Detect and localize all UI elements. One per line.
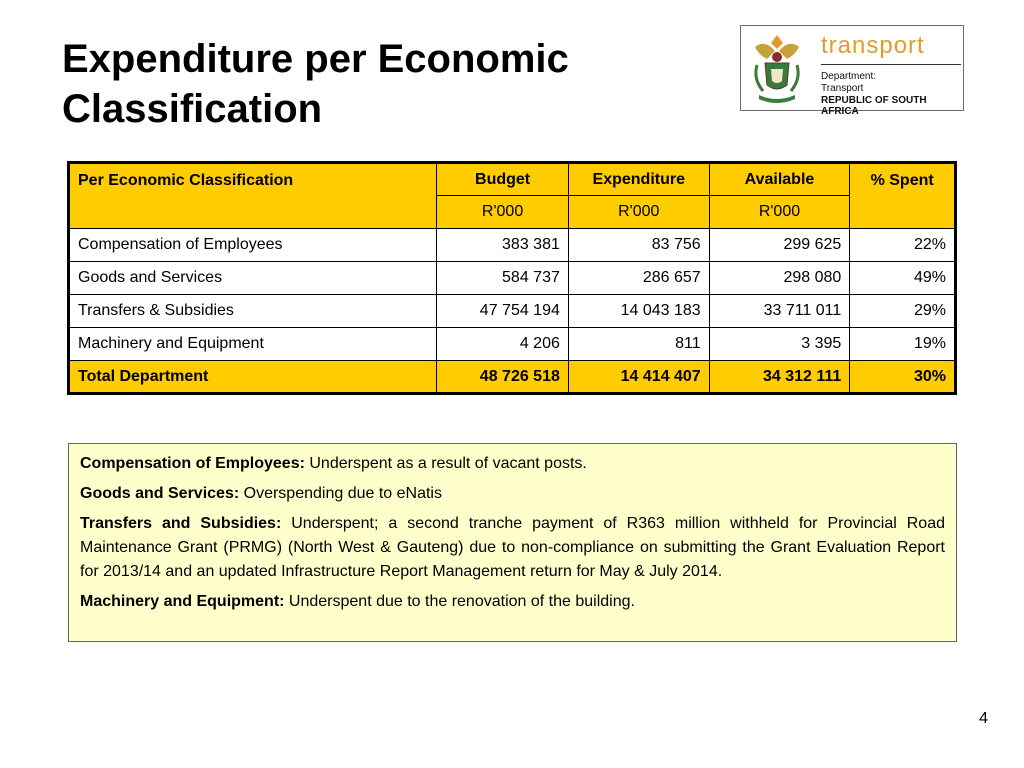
row-available: 298 080 [709, 262, 850, 295]
unit-expenditure: R'000 [568, 196, 709, 229]
logo-divider [821, 64, 961, 65]
header-percent-spent: % Spent [850, 163, 956, 229]
row-label: Goods and Services [69, 262, 437, 295]
row-expenditure: 14 043 183 [568, 295, 709, 328]
row-available: 299 625 [709, 229, 850, 262]
coat-of-arms-icon [745, 29, 809, 107]
header-expenditure: Expenditure [568, 163, 709, 196]
row-label: Compensation of Employees [69, 229, 437, 262]
header-classification: Per Economic Classification [69, 163, 437, 229]
row-expenditure: 83 756 [568, 229, 709, 262]
row-percent-spent: 29% [850, 295, 956, 328]
total-available: 34 312 111 [709, 361, 850, 394]
note-heading: Goods and Services: [80, 485, 240, 502]
row-label: Machinery and Equipment [69, 328, 437, 361]
note-heading: Transfers and Subsidies: [80, 515, 282, 532]
header-budget: Budget [437, 163, 569, 196]
row-budget: 383 381 [437, 229, 569, 262]
note-text: Underspent due to the renovation of the building. [288, 593, 635, 610]
logo-country: REPUBLIC OF SOUTH AFRICA [821, 95, 927, 117]
note-text: Overspending due to eNatis [243, 485, 442, 502]
table-row [69, 295, 956, 328]
note-paragraph [80, 512, 945, 584]
logo-department-label: Department: [821, 71, 877, 82]
notes-box [68, 443, 957, 642]
total-expenditure: 14 414 407 [568, 361, 709, 394]
header-available: Available [709, 163, 850, 196]
note-heading: Compensation of Employees: [80, 455, 305, 472]
page-number: 4 [979, 710, 988, 727]
total-percent-spent: 30% [850, 361, 956, 394]
department-logo [740, 25, 964, 117]
note-text: Underspent as a result of vacant posts. [309, 455, 587, 472]
note-heading: Machinery and Equipment: [80, 593, 285, 610]
row-expenditure: 286 657 [568, 262, 709, 295]
table-row [69, 328, 956, 361]
row-expenditure: 811 [568, 328, 709, 361]
expenditure-table [67, 161, 957, 395]
unit-available: R'000 [709, 196, 850, 229]
row-budget: 584 737 [437, 262, 569, 295]
row-percent-spent: 49% [850, 262, 956, 295]
row-available: 33 711 011 [709, 295, 850, 328]
row-percent-spent: 22% [850, 229, 956, 262]
table-row [69, 229, 956, 262]
table-total-row [69, 361, 956, 394]
total-label: Total Department [69, 361, 437, 394]
table-row [69, 262, 956, 295]
note-paragraph [80, 482, 945, 506]
note-text: Underspent; a second tranche payment of R363 million withheld for Provincial Road Maintenance Grant (PRMG) (North West & Gauteng) due to non-compliance on submitting the Grant Evaluation Report for 2013/14 and an updated Infrastructure Report Management return for May & July 2014. [80, 515, 945, 580]
row-budget: 47 754 194 [437, 295, 569, 328]
note-paragraph [80, 590, 945, 614]
table-header-row [69, 163, 956, 196]
unit-budget: R'000 [437, 196, 569, 229]
note-paragraph [80, 452, 945, 476]
logo-wordmark: transport [821, 32, 925, 59]
row-percent-spent: 19% [850, 328, 956, 361]
total-budget: 48 726 518 [437, 361, 569, 394]
row-available: 3 395 [709, 328, 850, 361]
logo-department-name: Transport [821, 83, 864, 94]
row-label: Transfers & Subsidies [69, 295, 437, 328]
slide-title: Expenditure per Economic Classification [62, 37, 569, 131]
row-budget: 4 206 [437, 328, 569, 361]
